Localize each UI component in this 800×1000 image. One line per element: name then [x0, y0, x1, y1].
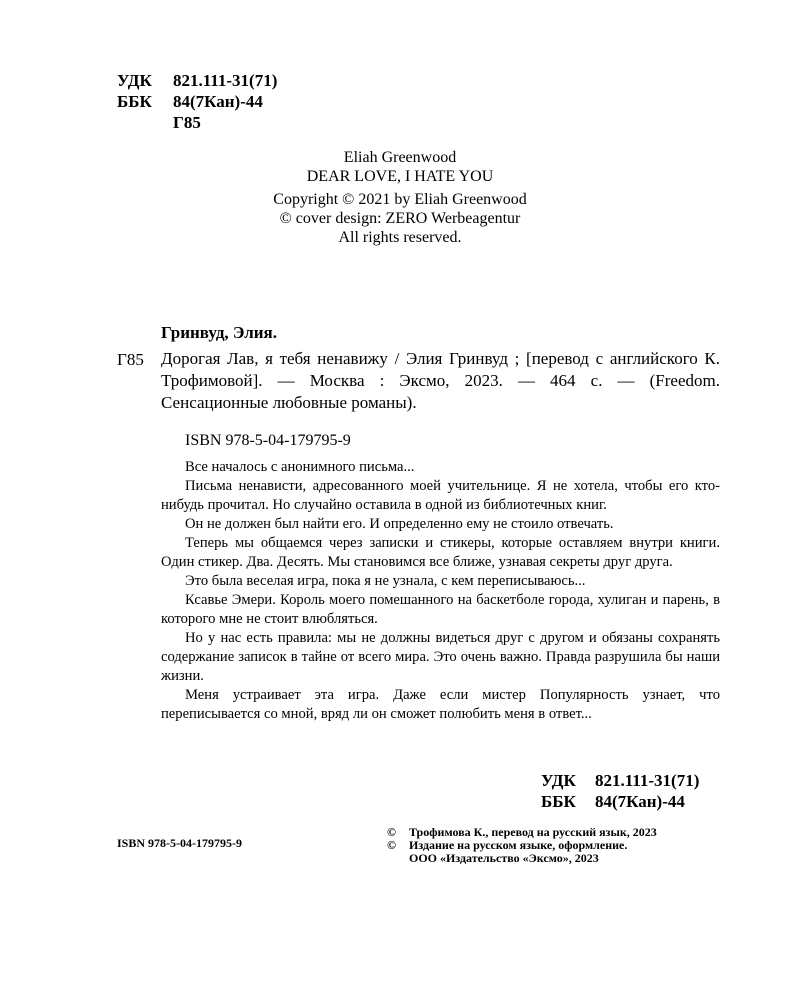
annotation-paragraph: Письма ненависти, адресованного моей учительнице. Я не хотела, чтобы его кто-нибудь прочитал. Но случайно оставила в одной из библиотечных книг. [161, 478, 720, 513]
annotation [161, 458, 720, 724]
footer-udk-label: УДК [541, 771, 576, 790]
catalog-description: Дорогая Лав, я тебя ненавижу / Элия Гринвуд ; [перевод с английского К. Трофимовой]. — Москва : Эксмо, 2023. — 464 с. — (Freedom. Сенсационные любовные романы). [161, 349, 720, 412]
footer-udk-value: 821.111-31(71) [595, 771, 700, 790]
annotation-paragraph: Но у нас есть правила: мы не должны видеться друг с другом и обязаны сохранять содержание записок в тайне от всего мира. Это очень важно. Правда разрушила бы наши жизни. [161, 630, 720, 684]
annotation-paragraph: Все началось с анонимного письма... [185, 459, 415, 475]
annotation-paragraph: Теперь мы общаемся через записки и стикеры, которые оставляем внутри книги. Один стикер. Два. Десять. Мы становимся все ближе, узнавая секреты друг друга. [161, 535, 720, 570]
catalog-isbn: ISBN 978-5-04-179795-9 [185, 432, 351, 449]
footer-isbn: ISBN 978-5-04-179795-9 [117, 836, 242, 850]
copyright-edition: Издание на русском языке, оформление. [409, 838, 628, 852]
footer-bbk-label: ББК [541, 792, 576, 811]
catalog-mark: Г85 [117, 350, 144, 369]
annotation-paragraph: Меня устраивает эта игра. Даже если мистер Популярность узнает, что переписывается со мной, вряд ли он сможет полюбить меня в ответ... [161, 687, 720, 722]
annotation-paragraph: Это была веселая игра, пока я не узнала, с кем переписываюсь... [185, 573, 586, 589]
copyright-line: Copyright © 2021 by Eliah Greenwood [273, 191, 527, 208]
annotation-paragraph: Ксавье Эмери. Король моего помешанного на баскетболе города, хулиган и парень, в которого мне не стоит влюбляться. [161, 592, 720, 627]
bbk-label: ББК [117, 92, 152, 111]
catalog-author-heading: Гринвуд, Элия. [161, 323, 278, 342]
footer-bbk-line [541, 791, 699, 812]
cover-design-line: © cover design: ZERO Werbeagentur [279, 210, 521, 227]
bbk-value: 84(7Кан)-44 [173, 92, 263, 111]
udk-value: 821.111-31(71) [173, 71, 278, 90]
footer-udk-line [541, 770, 699, 791]
original-author: Eliah Greenwood [343, 149, 457, 166]
bbk-line [117, 92, 263, 112]
author-mark: Г85 [173, 113, 201, 132]
copyright-publisher: ООО «Издательство «Эксмо», 2023 [409, 851, 599, 865]
udk-line [117, 71, 277, 91]
footer-copyright [387, 826, 657, 865]
footer-classification [541, 770, 699, 812]
annotation-paragraph: Он не должен был найти его. И определенно ему не стоило отвечать. [185, 516, 614, 532]
copyright-translation: Трофимова К., перевод на русский язык, 2023 [409, 825, 657, 839]
copyright-symbol: © [387, 825, 396, 839]
footer-bbk-value: 84(7Кан)-44 [595, 792, 685, 811]
copyright-symbol: © [387, 838, 396, 852]
udk-label: УДК [117, 71, 152, 90]
original-title: DEAR LOVE, I HATE YOU [306, 168, 494, 185]
rights-line: All rights reserved. [338, 229, 462, 246]
